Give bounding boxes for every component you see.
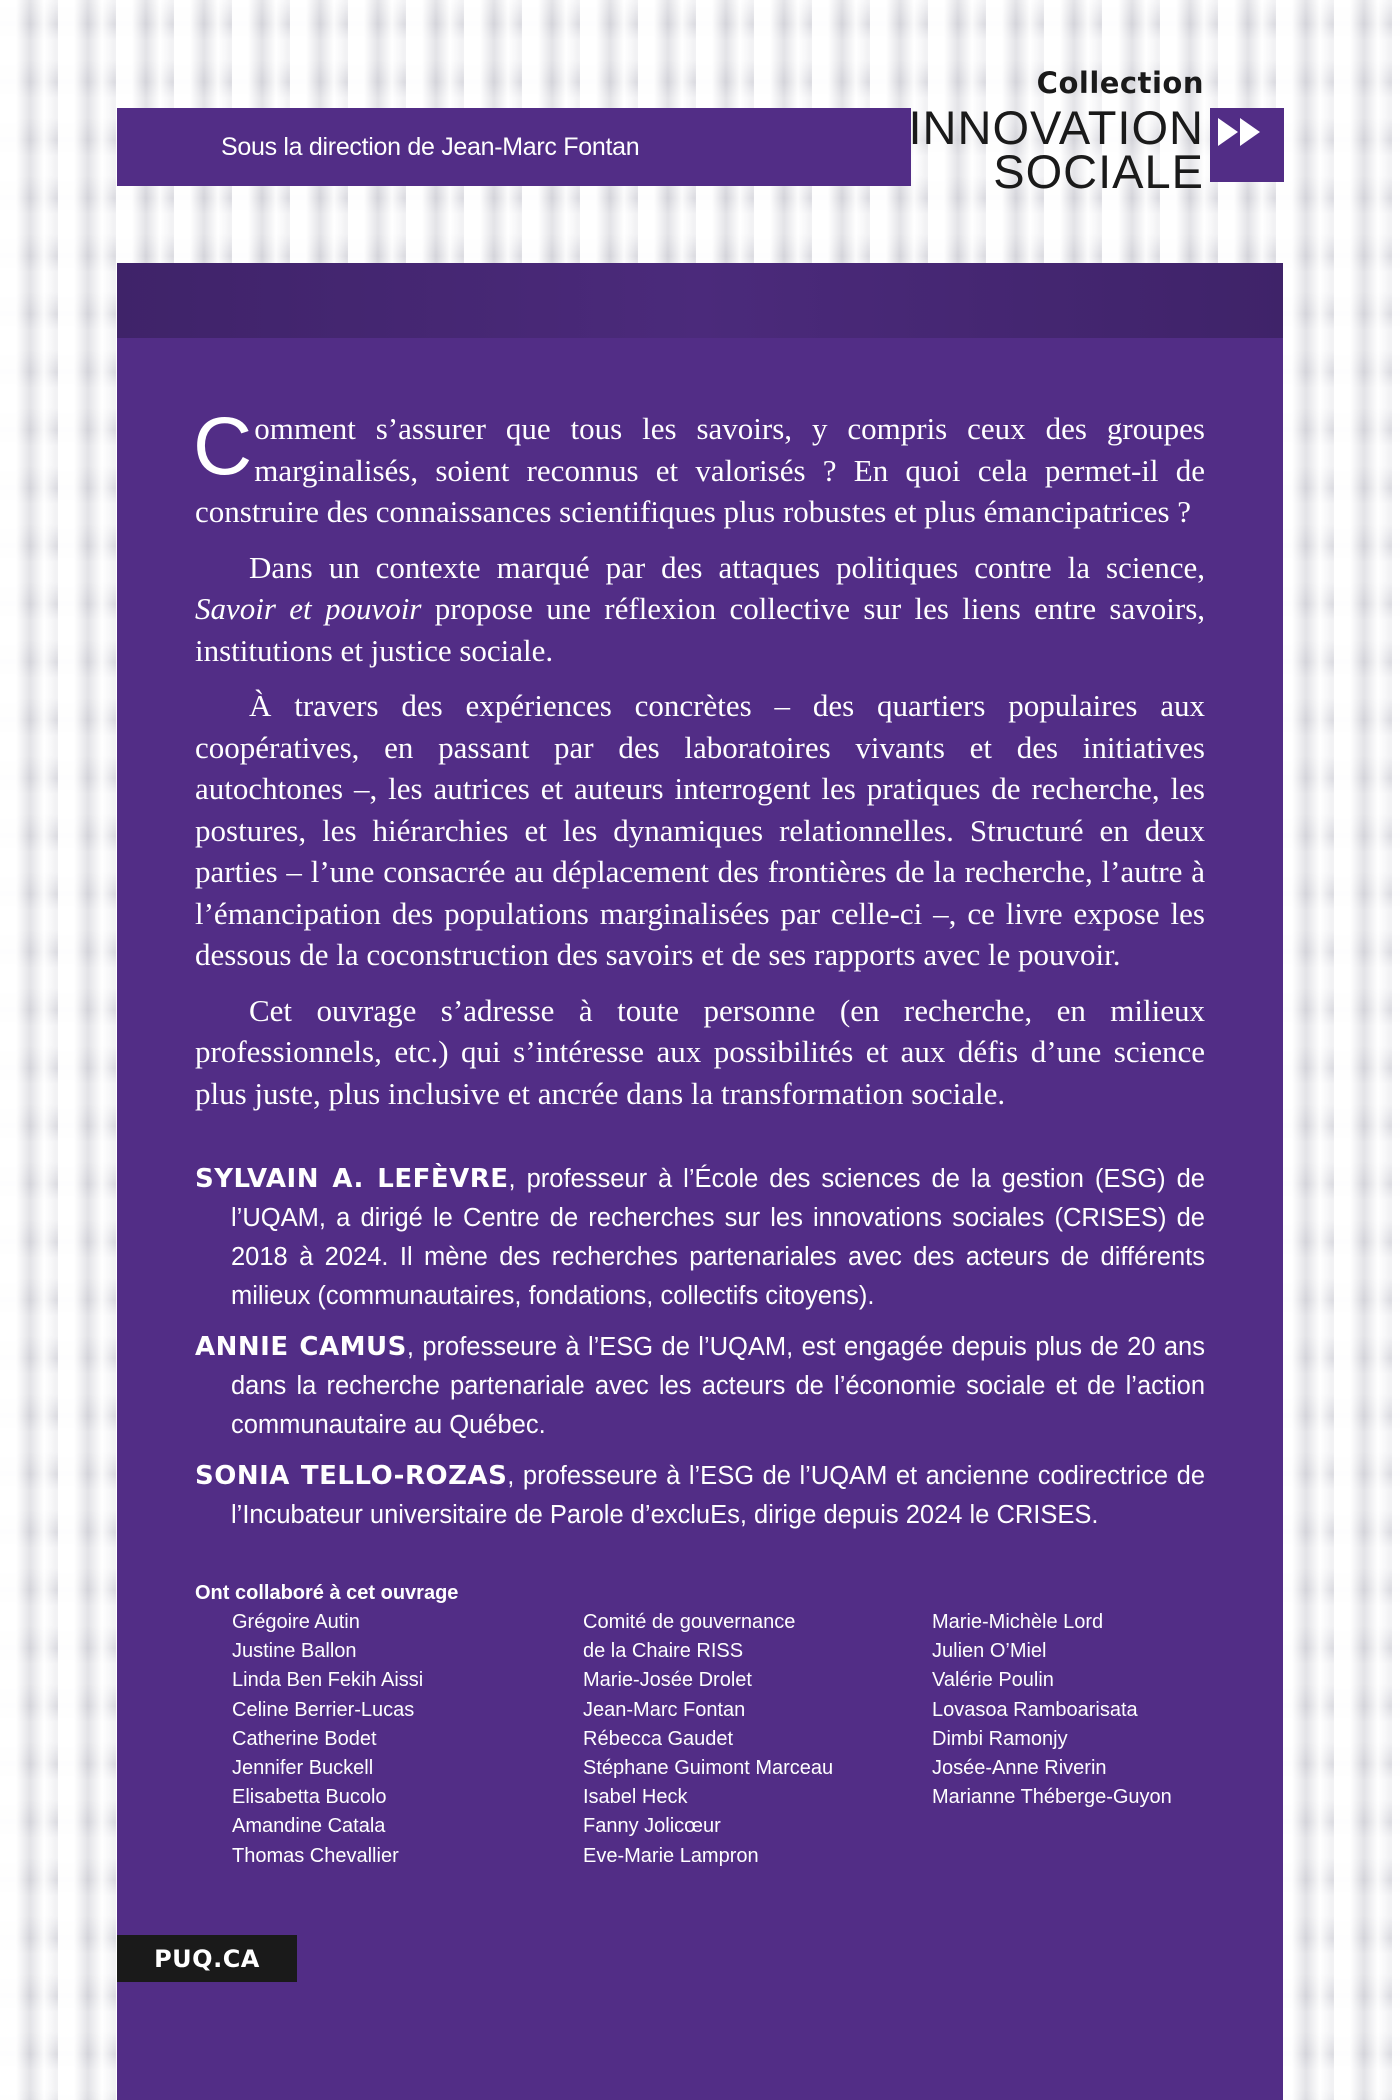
author-bio-text: , professeur à l’École des sciences de la gestion (ESG) de l’UQAM, a dirigé le Centre de recherches sur les innovations sociales (CRISES) de 2018 à 2024. Il mène des recherches partenariales avec des acteurs de différents milieux (communautaires, fondations, collectifs citoyens). xyxy=(231,1165,1205,1310)
contributor-name: Josée-Anne Riverin xyxy=(932,1757,1107,1780)
contributor-name: Justine Ballon xyxy=(232,1640,357,1663)
contributor-name: Elisabetta Bucolo xyxy=(232,1786,387,1809)
editor-credit: Sous la direction de Jean-Marc Fontan xyxy=(221,132,640,161)
series-name-line1: INNOVATION xyxy=(908,101,1204,154)
contributors-column-3 xyxy=(932,1608,1172,1812)
contributor-name: Marie-Josée Drolet xyxy=(583,1669,752,1692)
panel-top-band xyxy=(117,263,1283,338)
contributor-name: Jennifer Buckell xyxy=(232,1757,374,1780)
blurb-paragraph-4: Cet ouvrage s’adresse à toute personne (en recherche, en milieux professionnels, etc.) qui s’intéresse aux possibilités et aux défis d’une science plus juste, plus inclusive et ancrée dans la transformation sociale. xyxy=(195,992,1205,1111)
contributor-name: Marie-Michèle Lord xyxy=(932,1611,1104,1633)
book-title-italic: Savoir et pouvoir xyxy=(195,591,422,626)
contributor-name: de la Chaire RISS xyxy=(583,1640,744,1663)
contributor-name: Grégoire Autin xyxy=(232,1611,360,1633)
contributor-name: Thomas Chevallier xyxy=(232,1844,399,1867)
contributor-name: Marianne Théberge-Guyon xyxy=(932,1786,1172,1809)
contributor-name: Stéphane Guimont Marceau xyxy=(583,1757,834,1780)
contributor-name: Celine Berrier-Lucas xyxy=(232,1698,415,1721)
author-bio xyxy=(195,1160,1205,1316)
contributors-column-2 xyxy=(583,1608,833,1871)
contributor-name: Comité de gouvernance xyxy=(583,1611,796,1633)
editor-credit-bar xyxy=(117,108,911,186)
series-collection-label: Collection xyxy=(1036,66,1204,100)
series-logo xyxy=(908,66,1284,198)
contributor-name: Amandine Catala xyxy=(232,1815,386,1838)
blurb-paragraph-3: À travers des expériences concrètes – des quartiers populaires aux coopératives, en passant par des laboratoires vivants et des initiatives autochtones –, les autrices et auteurs interrogent les pratiques de recherche, les postures, les hiérarchies et les dynamiques relationnelles. Structuré en deux parties – l’une consacrée au déplacement des frontières de la recherche, l’autre à l’émancipation des populations marginalisées par celle-ci –, ce livre expose les dessous de la coconstruction des savoirs et de ses rapports avec le pouvoir. xyxy=(195,688,1205,972)
contributor-name: Valérie Poulin xyxy=(932,1669,1054,1692)
contributor-name: Linda Ben Fekih Aissi xyxy=(232,1669,424,1692)
author-bio xyxy=(195,1457,1205,1535)
contributor-name: Julien O’Miel xyxy=(932,1640,1047,1663)
author-bio-text: , professeure à l’ESG de l’UQAM, est engagée depuis plus de 20 ans dans la recherche partenariale avec les acteurs de l’économie sociale et de l’action communautaire au Québec. xyxy=(231,1333,1205,1439)
contributor-name: Rébecca Gaudet xyxy=(583,1727,734,1750)
author-name: SONIA TELLO-ROZAS xyxy=(195,1461,508,1491)
contributor-name: Lovasoa Ramboarisata xyxy=(932,1698,1138,1721)
author-bio xyxy=(195,1328,1205,1445)
contributor-name: Jean-Marc Fontan xyxy=(583,1698,746,1721)
blurb-paragraph-2 xyxy=(195,547,1205,672)
double-chevron-right-icon xyxy=(1210,108,1284,182)
publisher-site-badge[interactable]: PUQ.CA xyxy=(117,1935,297,1982)
blurb-paragraph-1 xyxy=(193,401,1205,533)
blurb-paragraph-2-end: propose une réflexion collective sur les liens entre savoirs, institutions et justice sociale. xyxy=(195,591,1206,668)
contributor-name: Isabel Heck xyxy=(583,1786,688,1809)
blurb-paragraph-1-text: omment s’assurer que tous les savoirs, y compris ceux des groupes marginalisés, soient reconnus et valorisés ? En quoi cela permet-il de construire des connaissances scientifiques plus robustes et plus émancipatrices ? xyxy=(195,411,1205,529)
blurb-paragraph-2-start: Dans un contexte marqué par des attaques politiques contre la science, xyxy=(249,549,1205,585)
author-name: ANNIE CAMUS xyxy=(195,1332,407,1362)
contributors-column-1 xyxy=(232,1608,423,1871)
contributor-name: Dimbi Ramonjy xyxy=(932,1727,1068,1750)
book-blurb xyxy=(193,401,1206,1114)
drop-cap: C xyxy=(193,401,253,492)
author-bio-text: , professeure à l’ESG de l’UQAM et ancienne codirectrice de l’Incubateur universitaire de Parole d’excluEs, dirige depuis 2024 le CRISES. xyxy=(231,1462,1205,1529)
contributors-heading: Ont collaboré à cet ouvrage xyxy=(195,1582,459,1604)
author-bios xyxy=(195,1160,1205,1547)
contributor-name: Catherine Bodet xyxy=(232,1727,377,1750)
series-name-line2: SOCIALE xyxy=(993,145,1204,198)
contributor-name: Fanny Jolicœur xyxy=(583,1815,721,1838)
contributor-name: Eve-Marie Lampron xyxy=(583,1844,759,1867)
author-name: SYLVAIN A. LEFÈVRE xyxy=(195,1164,509,1194)
